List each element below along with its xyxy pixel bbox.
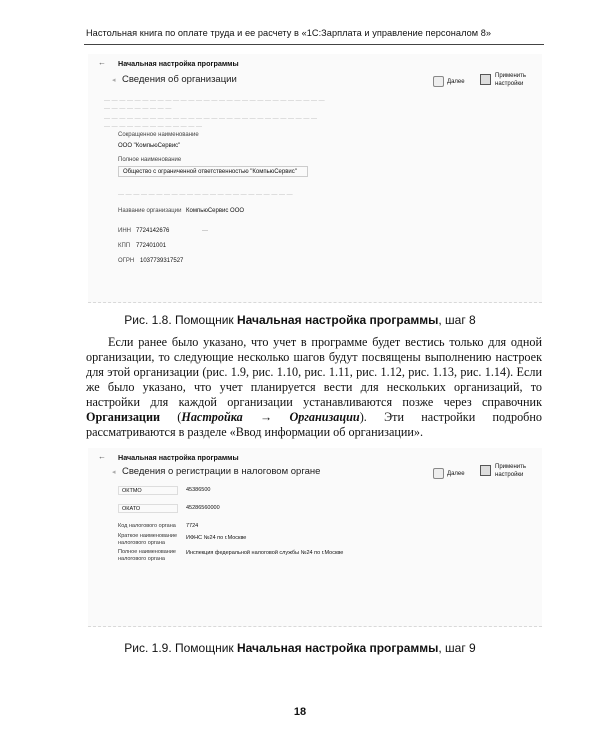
body-paragraph (86, 335, 542, 440)
step-title: Сведения о регистрации в налоговом органе (122, 466, 321, 477)
faded-line: — — — — — — — — — — — — — — — — — — — — — — — (118, 192, 293, 198)
full-tax-label-2: налогового органа (118, 555, 165, 562)
ogrn-field[interactable]: 1037739317527 (140, 258, 184, 264)
paragraph-text: Если ранее было указано, что учет в программе будет вестись только для одной организации, то следующие несколько шагов будут посвящены выполнению настроек для этой организации (рис. 1.9, рис. 1.10, рис. 1.11, рис. 1.12, рис. 1.13, рис. 1.14). Если же было указано, что учет планируется вести для нескольких организаций, то настройки для каждой организации устанавливаются позже через справочник (86, 335, 542, 409)
apply-label-line1: Применить (495, 73, 527, 79)
apply-label-line2: настройки (495, 471, 524, 478)
ogrn-label: ОГРН (118, 258, 135, 264)
apply-settings-button[interactable] (480, 73, 526, 88)
apply-icon (480, 465, 491, 476)
figure-1-9-screenshot (88, 448, 542, 627)
window-title: Начальная настройка программы (118, 453, 239, 462)
okato-field[interactable]: 45286560000 (186, 505, 220, 511)
oktmo-field[interactable]: 45386500 (186, 487, 211, 493)
org-name-field[interactable]: КомпьюСервис ООО (186, 208, 245, 214)
full-name-field[interactable]: Общество с ограниченной ответственностью "КомпьюСервис" (118, 166, 308, 177)
inn-dash: — (202, 228, 208, 234)
page-number: 18 (293, 706, 307, 718)
apply-settings-button[interactable] (480, 464, 526, 479)
caption-suffix: , шаг 8 (438, 313, 476, 327)
window-title: Начальная настройка программы (118, 59, 239, 68)
faded-line: — — — — — — — — — — — — — — — — — — — — — — — — — — — — — (104, 98, 325, 104)
next-icon (433, 76, 444, 87)
figure-1-8-caption (0, 313, 600, 327)
next-label: Далее (447, 78, 465, 85)
arrow-left-icon[interactable]: ← (98, 452, 106, 461)
full-tax-label (118, 549, 176, 562)
caption-prefix: Рис. 1.8. Помощник (124, 313, 237, 327)
faded-line: — — — — — — — — — — — — — — — — — — — — — — — — — — — — (104, 116, 318, 122)
short-name-label: Сокращенное наименование (118, 132, 199, 138)
apply-icon (480, 74, 491, 85)
short-tax-field[interactable]: ИФНС №24 по г.Москве (186, 535, 247, 541)
caption-bold: Начальная настройка программы (237, 641, 439, 655)
caption-prefix: Рис. 1.9. Помощник (124, 641, 237, 655)
inn-field[interactable]: 7724142676 (136, 228, 170, 234)
okato-label: ОКАТО (118, 504, 178, 513)
running-head: Настольная книга по оплате труда и ее расчету в «1С:Зарплата и управление персоналом 8» (86, 28, 492, 38)
next-icon (433, 468, 444, 479)
paragraph-bold-term: Организации (86, 410, 160, 424)
apply-label-line1: Применить (495, 464, 527, 470)
short-tax-label-2: налогового органа (118, 539, 165, 546)
tax-code-label: Код налогового органа (118, 523, 176, 529)
caption-suffix: , шаг 9 (438, 641, 476, 655)
apply-label-line2: настройки (495, 80, 524, 87)
arrow-left-icon[interactable]: ← (98, 58, 106, 67)
short-tax-label (118, 533, 177, 546)
faded-line: — — — — — — — — — (104, 106, 172, 112)
step-title: Сведения об организации (122, 74, 237, 85)
full-name-label: Полное наименование (118, 157, 182, 163)
back-icon[interactable]: ◂ (112, 469, 116, 476)
kpp-label: КПП (118, 243, 131, 249)
figure-1-8-screenshot (88, 54, 542, 303)
paragraph-paren: ( (160, 410, 182, 424)
short-tax-label-1: Краткое наименование (118, 533, 178, 539)
full-tax-field[interactable]: Инспекция федеральной налоговой службы №24 по г.Москве (186, 550, 344, 556)
paragraph-text-end: ). Эти настройки подробно рассматриваются в разделе «Ввод информации об организации». (86, 410, 542, 439)
back-icon[interactable]: ◂ (112, 77, 116, 84)
full-tax-label-1: Полное наименование (118, 549, 176, 555)
org-name-label: Название организации (118, 208, 182, 214)
next-button[interactable] (433, 468, 465, 479)
oktmo-label: ОКТМО (118, 486, 178, 495)
figure-1-9-caption (0, 641, 600, 655)
next-button[interactable] (433, 76, 465, 87)
header-rule (84, 44, 544, 45)
tax-code-field[interactable]: 7724 (186, 523, 199, 529)
inn-label: ИНН (118, 228, 131, 234)
next-label: Далее (447, 470, 465, 477)
kpp-field[interactable]: 772401001 (136, 243, 167, 249)
short-name-field[interactable]: ООО "КомпьюСервис" (118, 143, 181, 149)
faded-line: — — — — — — — — — — — — — (104, 124, 203, 130)
paragraph-menu-path: Настройка → Организации (181, 410, 360, 424)
caption-bold: Начальная настройка программы (237, 313, 439, 327)
